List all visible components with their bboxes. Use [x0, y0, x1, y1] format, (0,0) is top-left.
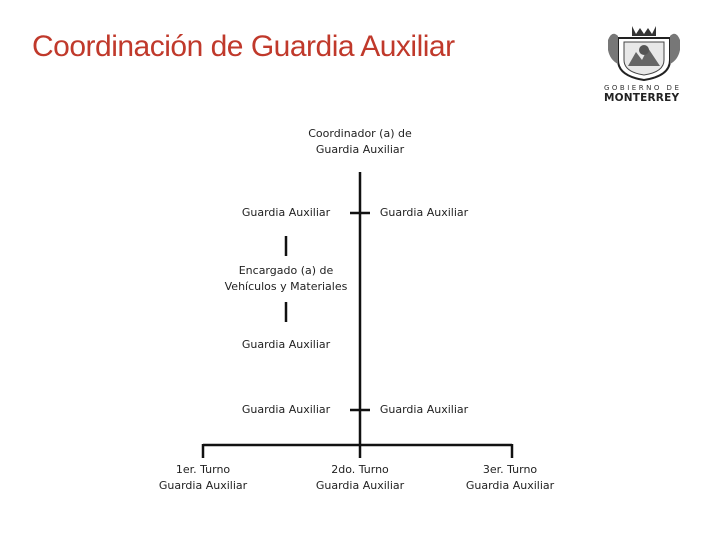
- node-vehicles: [216, 263, 356, 295]
- node-shift-2-line2: Guardia Auxiliar: [315, 479, 405, 492]
- node-shift-2-line1: 2do. Turno: [331, 463, 389, 476]
- node-shift-3-line1: 3er. Turno: [482, 463, 538, 476]
- node-shift-2: [305, 462, 415, 494]
- node-guard-bottom-right: Guardia Auxiliar: [379, 403, 469, 416]
- node-coordinator-line2: Guardia Auxiliar: [315, 143, 405, 156]
- node-shift-3-line2: Guardia Auxiliar: [465, 479, 555, 492]
- node-guard-top-right: Guardia Auxiliar: [379, 206, 469, 219]
- node-vehicles-line1: Encargado (a) de: [238, 264, 334, 277]
- node-shift-1: [148, 462, 258, 494]
- logo-text-gobierno: GOBIERNO DE: [604, 84, 682, 92]
- node-shift-3: [455, 462, 565, 494]
- node-vehicles-line2: Vehículos y Materiales: [224, 280, 348, 293]
- node-shift-1-line2: Guardia Auxiliar: [158, 479, 248, 492]
- node-coordinator: [300, 126, 420, 158]
- node-guard-mid: Guardia Auxiliar: [241, 338, 331, 351]
- node-guard-bottom-left: Guardia Auxiliar: [241, 403, 331, 416]
- node-shift-1-line1: 1er. Turno: [175, 463, 231, 476]
- logo-text-monterrey: MONTERREY: [604, 92, 680, 104]
- node-guard-top-left: Guardia Auxiliar: [241, 206, 331, 219]
- page-title: Coordinación de Guardia Auxiliar: [32, 30, 455, 63]
- node-coordinator-line1: Coordinador (a) de: [308, 127, 412, 140]
